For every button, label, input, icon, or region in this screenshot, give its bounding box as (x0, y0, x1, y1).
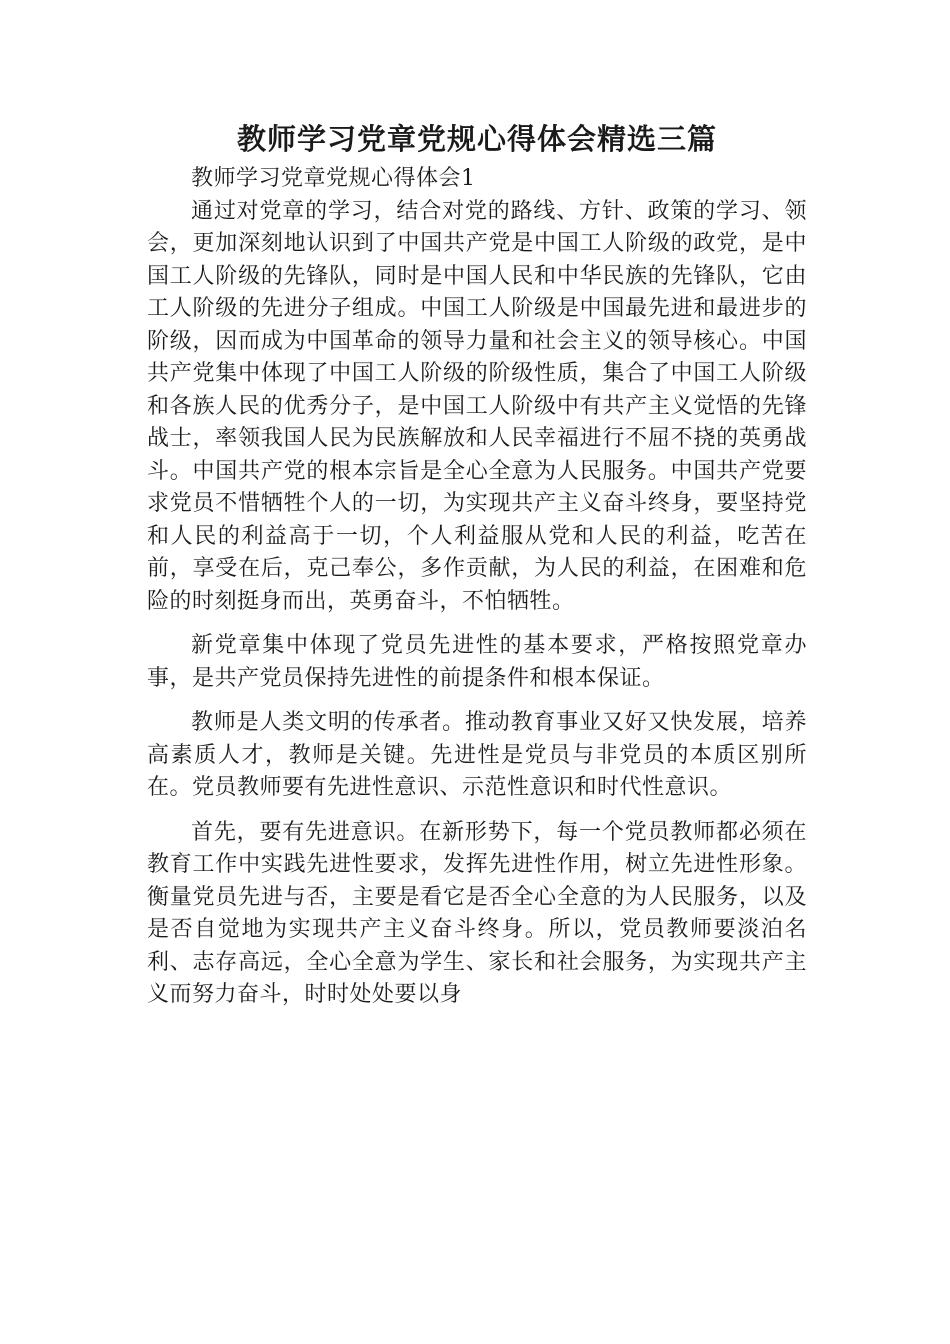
paragraph-4: 首先，要有先进意识。在新形势下，每一个党员教师都必须在教育工作中实践先进性要求，发挥先进性作用，树立先进性形象。衡量党员先进与否，主要是看它是否全心全意的为人民服务，以及是否自觉地为实现共产主义奋斗终身。所以，党员教师要淡泊名利、志存高远，全心全意为学生、家长和社会服务，为实现共产主义而努力奋斗，时时处处要以身 (147, 819, 807, 1007)
document-page (147, 117, 807, 1012)
section-subtitle: 教师学习党章党规心得体会1 (191, 166, 476, 191)
paragraph-2: 新党章集中体现了党员先进性的基本要求，严格按照党章办事，是共产党员保持先进性的前提条件和根本保证。 (147, 633, 807, 691)
paragraph-3: 教师是人类文明的传承者。推动教育事业又好又快发展，培养高素质人才，教师是关键。先进性是党员与非党员的本质区别所在。党员教师要有先进性意识、示范性意识和时代性意识。 (147, 710, 807, 800)
document-title: 教师学习党章党规心得体会精选三篇 (236, 122, 717, 156)
paragraph-1: 通过对党章的学习，结合对党的路线、方针、政策的学习、领会，更加深刻地认识到了中国共产党是中国工人阶级的政党，是中国工人阶级的先锋队，同时是中国人民和中华民族的先锋队，它由工人阶级的先进分子组成。中国工人阶级是中国最先进和最进步的阶级，因而成为中国革命的领导力量和社会主义的领导核心。中国共产党集中体现了中国工人阶级的阶级性质，集合了中国工人阶级和各族人民的优秀分子，是中国工人阶级中有共产主义觉悟的先锋战士，率领我国人民为民族解放和人民幸福进行不屈不挠的英勇战斗。中国共产党的根本宗旨是全心全意为人民服务。中国共产党要求党员不惜牺牲个人的一切，为实现共产主义奋斗终身，要坚持党和人民的利益高于一切，个人利益服从党和人民的利益，吃苦在前，享受在后，克己奉公，多作贡献，为人民的利益，在困难和危险的时刻挺身而出，英勇奋斗，不怕牺牲。 (147, 198, 807, 614)
